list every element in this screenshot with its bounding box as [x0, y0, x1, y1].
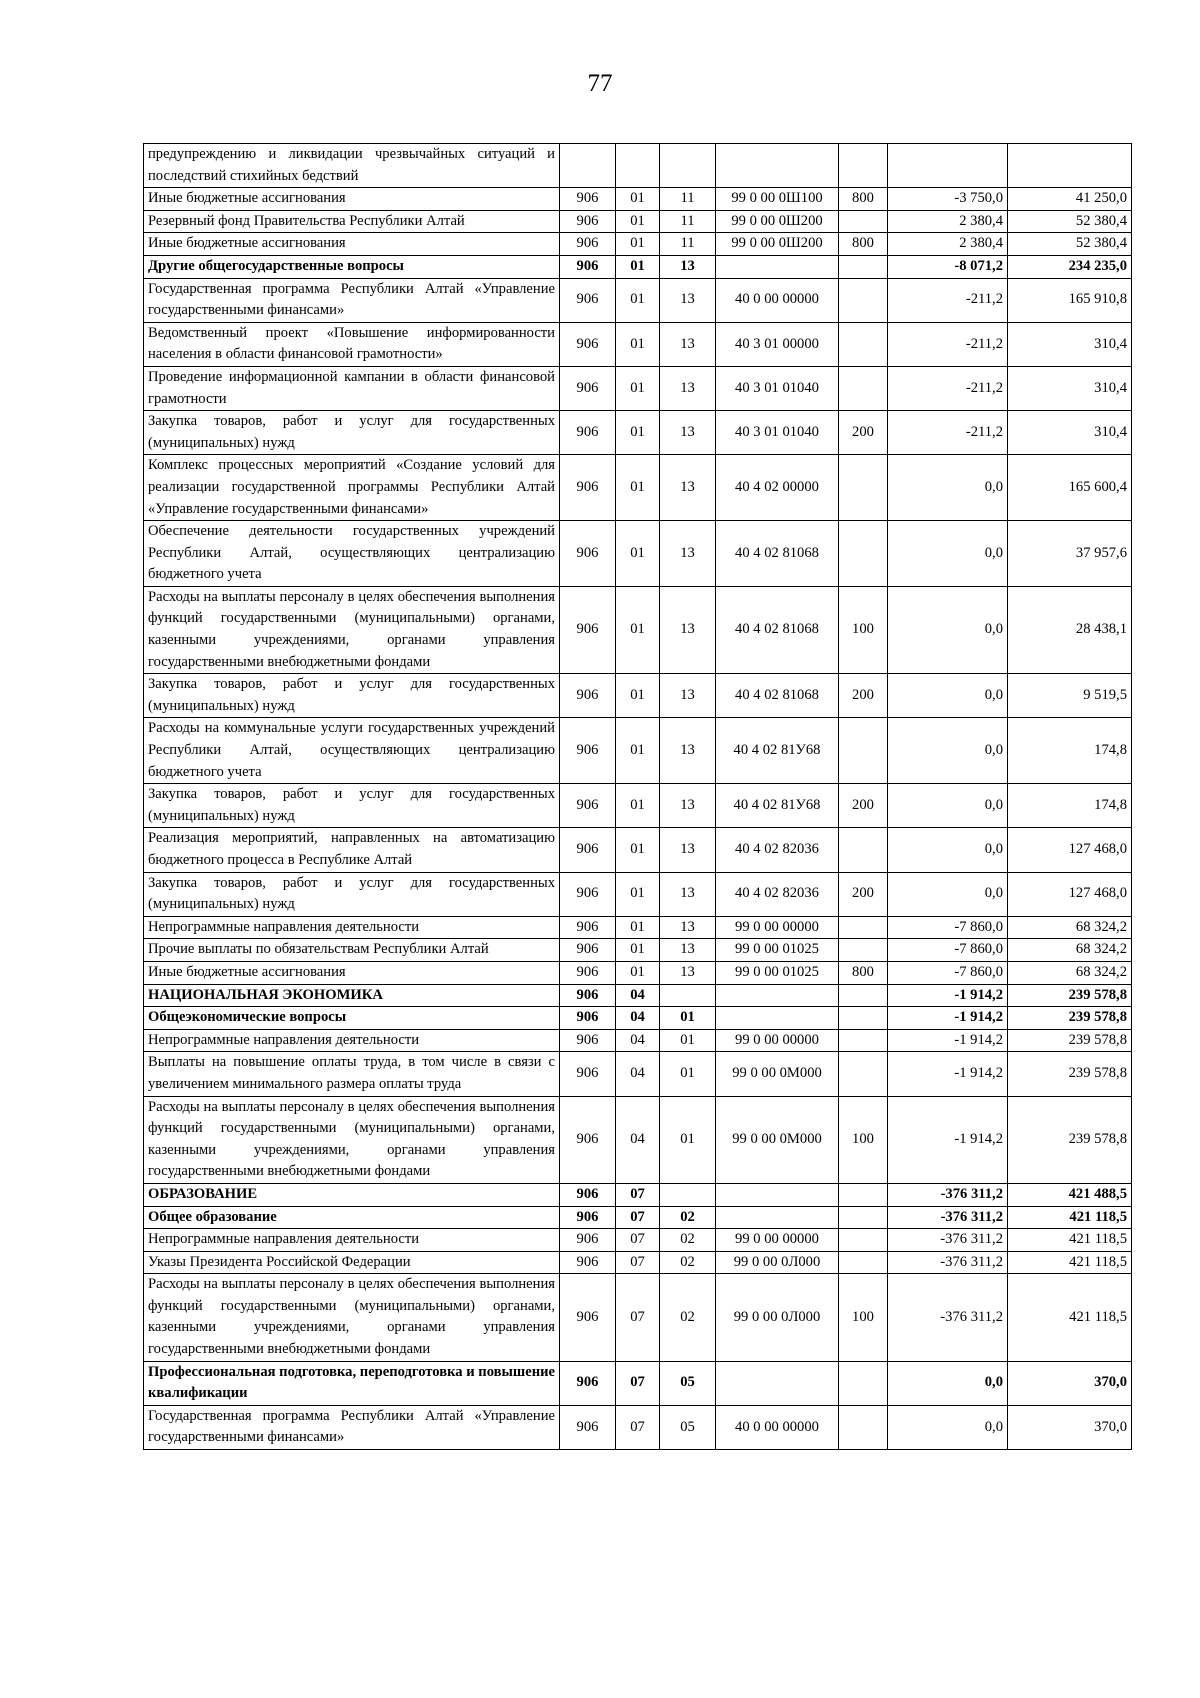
row-target-article: 99 0 00 0Ш200: [716, 210, 839, 233]
row-grbs-code: 906: [560, 1361, 616, 1405]
row-name: Непрограммные направления деятельности: [144, 1229, 560, 1252]
page-number: 77: [587, 70, 613, 97]
row-change-amount: -211,2: [888, 411, 1008, 455]
row-name: Выплаты на повышение оплаты труда, в том числе в связи с увеличением минимального размера оплаты труда: [144, 1052, 560, 1096]
row-subsection-code: 13: [660, 939, 716, 962]
row-total-amount: 52 380,4: [1008, 233, 1132, 256]
row-grbs-code: 906: [560, 1206, 616, 1229]
row-expense-type: [839, 322, 888, 366]
table-row: [144, 1007, 1132, 1030]
row-change-amount: -376 311,2: [888, 1251, 1008, 1274]
row-subsection-code: 13: [660, 674, 716, 718]
row-section-code: 01: [616, 784, 660, 828]
row-section-code: 01: [616, 916, 660, 939]
row-name: Расходы на выплаты персоналу в целях обеспечения выполнения функций государственными (муниципальными) органами, казенными учреждениями, органами управления государственными внебюджетными фондами: [144, 1274, 560, 1361]
row-target-article: [716, 1361, 839, 1405]
row-section-code: 01: [616, 278, 660, 322]
row-total-amount: 421 118,5: [1008, 1274, 1132, 1361]
row-name: Непрограммные направления деятельности: [144, 1029, 560, 1052]
row-target-article: 99 0 00 0Ш100: [716, 188, 839, 211]
row-expense-type: 200: [839, 674, 888, 718]
row-section-code: 04: [616, 1007, 660, 1030]
row-subsection-code: 13: [660, 366, 716, 410]
row-expense-type: 800: [839, 961, 888, 984]
row-change-amount: 0,0: [888, 828, 1008, 872]
table-row: [144, 255, 1132, 278]
row-subsection-code: 13: [660, 916, 716, 939]
row-expense-type: [839, 144, 888, 188]
row-section-code: 07: [616, 1405, 660, 1449]
row-grbs-code: [560, 144, 616, 188]
row-expense-type: [839, 916, 888, 939]
table-row: [144, 586, 1132, 673]
row-name: Расходы на коммунальные услуги государственных учреждений Республики Алтай, осуществляющих централизацию бюджетного учета: [144, 718, 560, 784]
row-total-amount: 310,4: [1008, 411, 1132, 455]
row-expense-type: [839, 366, 888, 410]
row-section-code: 07: [616, 1361, 660, 1405]
table-row: [144, 718, 1132, 784]
row-expense-type: [839, 521, 888, 587]
row-total-amount: 174,8: [1008, 784, 1132, 828]
row-name: Другие общегосударственные вопросы: [144, 255, 560, 278]
row-change-amount: 0,0: [888, 674, 1008, 718]
row-target-article: 40 3 01 01040: [716, 411, 839, 455]
row-section-code: 01: [616, 674, 660, 718]
row-subsection-code: 13: [660, 278, 716, 322]
row-expense-type: [839, 718, 888, 784]
row-name: ОБРАЗОВАНИЕ: [144, 1183, 560, 1206]
budget-table: [143, 143, 1132, 1450]
row-total-amount: 421 118,5: [1008, 1251, 1132, 1274]
row-subsection-code: 13: [660, 784, 716, 828]
row-grbs-code: 906: [560, 828, 616, 872]
table-row: [144, 278, 1132, 322]
row-change-amount: 0,0: [888, 521, 1008, 587]
table-row: [144, 1405, 1132, 1449]
row-grbs-code: 906: [560, 984, 616, 1007]
row-expense-type: [839, 1361, 888, 1405]
row-target-article: 40 4 02 00000: [716, 455, 839, 521]
row-target-article: 40 4 02 81068: [716, 586, 839, 673]
row-target-article: [716, 144, 839, 188]
table-row: [144, 674, 1132, 718]
table-row: [144, 233, 1132, 256]
row-subsection-code: 13: [660, 255, 716, 278]
table-row: [144, 366, 1132, 410]
row-expense-type: [839, 1007, 888, 1030]
row-target-article: 99 0 00 01025: [716, 961, 839, 984]
row-name: Профессиональная подготовка, переподготовка и повышение квалификации: [144, 1361, 560, 1405]
row-section-code: 01: [616, 233, 660, 256]
row-expense-type: 800: [839, 188, 888, 211]
row-name: Проведение информационной кампании в области финансовой грамотности: [144, 366, 560, 410]
row-section-code: 01: [616, 828, 660, 872]
row-name: НАЦИОНАЛЬНАЯ ЭКОНОМИКА: [144, 984, 560, 1007]
row-target-article: 40 4 02 81У68: [716, 784, 839, 828]
table-row: [144, 144, 1132, 188]
row-total-amount: 165 910,8: [1008, 278, 1132, 322]
row-section-code: [616, 144, 660, 188]
row-total-amount: 9 519,5: [1008, 674, 1132, 718]
row-subsection-code: 05: [660, 1361, 716, 1405]
table-row: [144, 322, 1132, 366]
row-target-article: 99 0 00 00000: [716, 1029, 839, 1052]
row-change-amount: -7 860,0: [888, 939, 1008, 962]
table-row: [144, 784, 1132, 828]
row-change-amount: [888, 144, 1008, 188]
row-name: предупреждению и ликвидации чрезвычайных ситуаций и последствий стихийных бедствий: [144, 144, 560, 188]
row-subsection-code: 13: [660, 828, 716, 872]
row-total-amount: 239 578,8: [1008, 1096, 1132, 1183]
row-expense-type: [839, 210, 888, 233]
row-name: Прочие выплаты по обязательствам Республики Алтай: [144, 939, 560, 962]
row-name: Иные бюджетные ассигнования: [144, 233, 560, 256]
row-change-amount: -7 860,0: [888, 916, 1008, 939]
row-section-code: 01: [616, 210, 660, 233]
table-row: [144, 1361, 1132, 1405]
row-target-article: [716, 1206, 839, 1229]
row-name: Резервный фонд Правительства Республики Алтай: [144, 210, 560, 233]
row-section-code: 04: [616, 1029, 660, 1052]
row-grbs-code: 906: [560, 1251, 616, 1274]
row-total-amount: 41 250,0: [1008, 188, 1132, 211]
row-subsection-code: 02: [660, 1274, 716, 1361]
row-section-code: 01: [616, 255, 660, 278]
row-section-code: 07: [616, 1183, 660, 1206]
row-change-amount: 0,0: [888, 872, 1008, 916]
row-total-amount: 421 118,5: [1008, 1229, 1132, 1252]
row-expense-type: 200: [839, 411, 888, 455]
table-row: [144, 521, 1132, 587]
row-grbs-code: 906: [560, 916, 616, 939]
row-change-amount: 0,0: [888, 718, 1008, 784]
row-subsection-code: 01: [660, 1096, 716, 1183]
row-subsection-code: 02: [660, 1229, 716, 1252]
row-subsection-code: [660, 144, 716, 188]
table-row: [144, 455, 1132, 521]
row-grbs-code: 906: [560, 674, 616, 718]
row-change-amount: -211,2: [888, 366, 1008, 410]
row-total-amount: 239 578,8: [1008, 1029, 1132, 1052]
table-row: [144, 210, 1132, 233]
row-name: Государственная программа Республики Алтай «Управление государственными финансами»: [144, 1405, 560, 1449]
table-row: [144, 1052, 1132, 1096]
row-grbs-code: 906: [560, 1007, 616, 1030]
row-section-code: 07: [616, 1274, 660, 1361]
row-name: Комплекс процессных мероприятий «Создание условий для реализации государственной программы Республики Алтай «Управление государственными финансами»: [144, 455, 560, 521]
row-subsection-code: 13: [660, 411, 716, 455]
row-section-code: 01: [616, 961, 660, 984]
row-total-amount: 310,4: [1008, 366, 1132, 410]
row-section-code: 07: [616, 1206, 660, 1229]
row-change-amount: 2 380,4: [888, 233, 1008, 256]
row-section-code: 04: [616, 1052, 660, 1096]
row-grbs-code: 906: [560, 366, 616, 410]
row-target-article: 40 0 00 00000: [716, 278, 839, 322]
row-subsection-code: 13: [660, 961, 716, 984]
row-name: Закупка товаров, работ и услуг для государственных (муниципальных) нужд: [144, 411, 560, 455]
row-grbs-code: 906: [560, 455, 616, 521]
table-row: [144, 1251, 1132, 1274]
row-grbs-code: 906: [560, 411, 616, 455]
row-expense-type: 200: [839, 784, 888, 828]
row-grbs-code: 906: [560, 1029, 616, 1052]
row-grbs-code: 906: [560, 718, 616, 784]
row-expense-type: [839, 255, 888, 278]
row-name: Расходы на выплаты персоналу в целях обеспечения выполнения функций государственными (муниципальными) органами, казенными учреждениями, органами управления государственными внебюджетными фондами: [144, 586, 560, 673]
row-name: Государственная программа Республики Алтай «Управление государственными финансами»: [144, 278, 560, 322]
row-total-amount: 127 468,0: [1008, 828, 1132, 872]
row-target-article: 40 4 02 81068: [716, 674, 839, 718]
row-section-code: 01: [616, 586, 660, 673]
row-grbs-code: 906: [560, 233, 616, 256]
row-total-amount: 165 600,4: [1008, 455, 1132, 521]
row-total-amount: 68 324,2: [1008, 916, 1132, 939]
row-target-article: 40 4 02 81068: [716, 521, 839, 587]
row-grbs-code: 906: [560, 1405, 616, 1449]
row-grbs-code: 906: [560, 872, 616, 916]
row-expense-type: 100: [839, 1274, 888, 1361]
row-grbs-code: 906: [560, 961, 616, 984]
row-expense-type: [839, 984, 888, 1007]
row-change-amount: -1 914,2: [888, 1007, 1008, 1030]
row-expense-type: 800: [839, 233, 888, 256]
row-section-code: 01: [616, 521, 660, 587]
row-name: Обеспечение деятельности государственных учреждений Республики Алтай, осуществляющих централизацию бюджетного учета: [144, 521, 560, 587]
row-subsection-code: 01: [660, 1007, 716, 1030]
row-expense-type: [839, 1183, 888, 1206]
row-target-article: 40 3 01 01040: [716, 366, 839, 410]
row-grbs-code: 906: [560, 939, 616, 962]
row-grbs-code: 906: [560, 1052, 616, 1096]
row-name: Общее образование: [144, 1206, 560, 1229]
row-target-article: 40 0 00 00000: [716, 1405, 839, 1449]
row-total-amount: 239 578,8: [1008, 1007, 1132, 1030]
row-expense-type: 100: [839, 586, 888, 673]
row-total-amount: 370,0: [1008, 1405, 1132, 1449]
row-target-article: 99 0 00 00000: [716, 1229, 839, 1252]
row-section-code: 01: [616, 872, 660, 916]
table-row: [144, 828, 1132, 872]
row-subsection-code: 13: [660, 586, 716, 673]
row-total-amount: 68 324,2: [1008, 961, 1132, 984]
table-body: [144, 144, 1132, 1450]
row-name: Закупка товаров, работ и услуг для государственных (муниципальных) нужд: [144, 872, 560, 916]
row-total-amount: 421 488,5: [1008, 1183, 1132, 1206]
row-grbs-code: 906: [560, 188, 616, 211]
row-subsection-code: 13: [660, 521, 716, 587]
row-expense-type: [839, 1052, 888, 1096]
row-expense-type: 100: [839, 1096, 888, 1183]
row-change-amount: 0,0: [888, 784, 1008, 828]
row-change-amount: -7 860,0: [888, 961, 1008, 984]
row-expense-type: [839, 1251, 888, 1274]
row-change-amount: -211,2: [888, 278, 1008, 322]
row-total-amount: 174,8: [1008, 718, 1132, 784]
row-subsection-code: 13: [660, 718, 716, 784]
row-name: Расходы на выплаты персоналу в целях обеспечения выполнения функций государственными (муниципальными) органами, казенными учреждениями, органами управления государственными внебюджетными фондами: [144, 1096, 560, 1183]
row-section-code: 01: [616, 455, 660, 521]
row-change-amount: 0,0: [888, 586, 1008, 673]
row-subsection-code: 01: [660, 1052, 716, 1096]
row-subsection-code: 11: [660, 210, 716, 233]
row-expense-type: [839, 828, 888, 872]
row-grbs-code: 906: [560, 1229, 616, 1252]
row-subsection-code: 11: [660, 233, 716, 256]
row-target-article: [716, 984, 839, 1007]
table-row: [144, 411, 1132, 455]
row-change-amount: -376 311,2: [888, 1206, 1008, 1229]
row-grbs-code: 906: [560, 784, 616, 828]
row-change-amount: -1 914,2: [888, 984, 1008, 1007]
row-section-code: 04: [616, 1096, 660, 1183]
row-change-amount: 0,0: [888, 1361, 1008, 1405]
table-row: [144, 916, 1132, 939]
row-subsection-code: 05: [660, 1405, 716, 1449]
table-row: [144, 1029, 1132, 1052]
row-grbs-code: 906: [560, 1096, 616, 1183]
row-total-amount: 310,4: [1008, 322, 1132, 366]
row-expense-type: [839, 1229, 888, 1252]
row-total-amount: 52 380,4: [1008, 210, 1132, 233]
row-name: Иные бюджетные ассигнования: [144, 188, 560, 211]
row-grbs-code: 906: [560, 1183, 616, 1206]
row-target-article: 99 0 00 0М000: [716, 1096, 839, 1183]
row-target-article: [716, 1007, 839, 1030]
row-grbs-code: 906: [560, 586, 616, 673]
row-name: Иные бюджетные ассигнования: [144, 961, 560, 984]
row-target-article: 99 0 00 0М000: [716, 1052, 839, 1096]
row-total-amount: [1008, 144, 1132, 188]
row-target-article: [716, 1183, 839, 1206]
row-section-code: 01: [616, 411, 660, 455]
row-change-amount: 2 380,4: [888, 210, 1008, 233]
table-row: [144, 1096, 1132, 1183]
row-expense-type: [839, 1206, 888, 1229]
row-subsection-code: 11: [660, 188, 716, 211]
row-change-amount: -8 071,2: [888, 255, 1008, 278]
row-subsection-code: 13: [660, 872, 716, 916]
row-name: Ведомственный проект «Повышение информированности населения в области финансовой грамотности»: [144, 322, 560, 366]
table-row: [144, 188, 1132, 211]
row-total-amount: 234 235,0: [1008, 255, 1132, 278]
row-expense-type: [839, 1405, 888, 1449]
row-expense-type: [839, 278, 888, 322]
table-row: [144, 939, 1132, 962]
row-name: Закупка товаров, работ и услуг для государственных (муниципальных) нужд: [144, 784, 560, 828]
row-total-amount: 370,0: [1008, 1361, 1132, 1405]
row-subsection-code: [660, 984, 716, 1007]
row-change-amount: -3 750,0: [888, 188, 1008, 211]
row-name: Реализация мероприятий, направленных на автоматизацию бюджетного процесса в Республике Алтай: [144, 828, 560, 872]
row-subsection-code: 02: [660, 1251, 716, 1274]
row-target-article: 40 4 02 82036: [716, 828, 839, 872]
row-target-article: 99 0 00 0Л000: [716, 1251, 839, 1274]
row-section-code: 04: [616, 984, 660, 1007]
row-grbs-code: 906: [560, 1274, 616, 1361]
row-section-code: 07: [616, 1251, 660, 1274]
row-target-article: 99 0 00 01025: [716, 939, 839, 962]
row-section-code: 01: [616, 188, 660, 211]
row-target-article: 99 0 00 0Л000: [716, 1274, 839, 1361]
row-total-amount: 127 468,0: [1008, 872, 1132, 916]
row-section-code: 01: [616, 939, 660, 962]
row-change-amount: -211,2: [888, 322, 1008, 366]
row-expense-type: [839, 1029, 888, 1052]
row-total-amount: 239 578,8: [1008, 984, 1132, 1007]
row-section-code: 01: [616, 322, 660, 366]
row-grbs-code: 906: [560, 521, 616, 587]
row-section-code: 01: [616, 366, 660, 410]
row-change-amount: -1 914,2: [888, 1096, 1008, 1183]
table-row: [144, 984, 1132, 1007]
row-target-article: 40 3 01 00000: [716, 322, 839, 366]
row-subsection-code: 13: [660, 455, 716, 521]
row-total-amount: 28 438,1: [1008, 586, 1132, 673]
row-section-code: 01: [616, 718, 660, 784]
row-change-amount: -1 914,2: [888, 1029, 1008, 1052]
row-grbs-code: 906: [560, 278, 616, 322]
row-name: Указы Президента Российской Федерации: [144, 1251, 560, 1274]
row-change-amount: -1 914,2: [888, 1052, 1008, 1096]
row-expense-type: 200: [839, 872, 888, 916]
row-total-amount: 37 957,6: [1008, 521, 1132, 587]
row-change-amount: -376 311,2: [888, 1229, 1008, 1252]
row-total-amount: 421 118,5: [1008, 1206, 1132, 1229]
table-row: [144, 1206, 1132, 1229]
row-change-amount: 0,0: [888, 1405, 1008, 1449]
row-grbs-code: 906: [560, 322, 616, 366]
row-grbs-code: 906: [560, 255, 616, 278]
row-subsection-code: [660, 1183, 716, 1206]
row-subsection-code: 01: [660, 1029, 716, 1052]
row-total-amount: 68 324,2: [1008, 939, 1132, 962]
row-expense-type: [839, 939, 888, 962]
row-subsection-code: 13: [660, 322, 716, 366]
table-row: [144, 1183, 1132, 1206]
row-section-code: 07: [616, 1229, 660, 1252]
table-row: [144, 1229, 1132, 1252]
row-name: Общеэкономические вопросы: [144, 1007, 560, 1030]
row-change-amount: -376 311,2: [888, 1183, 1008, 1206]
row-name: Закупка товаров, работ и услуг для государственных (муниципальных) нужд: [144, 674, 560, 718]
table-row: [144, 872, 1132, 916]
row-change-amount: -376 311,2: [888, 1274, 1008, 1361]
row-target-article: 99 0 00 00000: [716, 916, 839, 939]
row-grbs-code: 906: [560, 210, 616, 233]
row-target-article: 40 4 02 81У68: [716, 718, 839, 784]
row-name: Непрограммные направления деятельности: [144, 916, 560, 939]
row-change-amount: 0,0: [888, 455, 1008, 521]
row-subsection-code: 02: [660, 1206, 716, 1229]
table-row: [144, 961, 1132, 984]
row-expense-type: [839, 455, 888, 521]
row-total-amount: 239 578,8: [1008, 1052, 1132, 1096]
table-row: [144, 1274, 1132, 1361]
row-target-article: 99 0 00 0Ш200: [716, 233, 839, 256]
row-target-article: 40 4 02 82036: [716, 872, 839, 916]
row-target-article: [716, 255, 839, 278]
